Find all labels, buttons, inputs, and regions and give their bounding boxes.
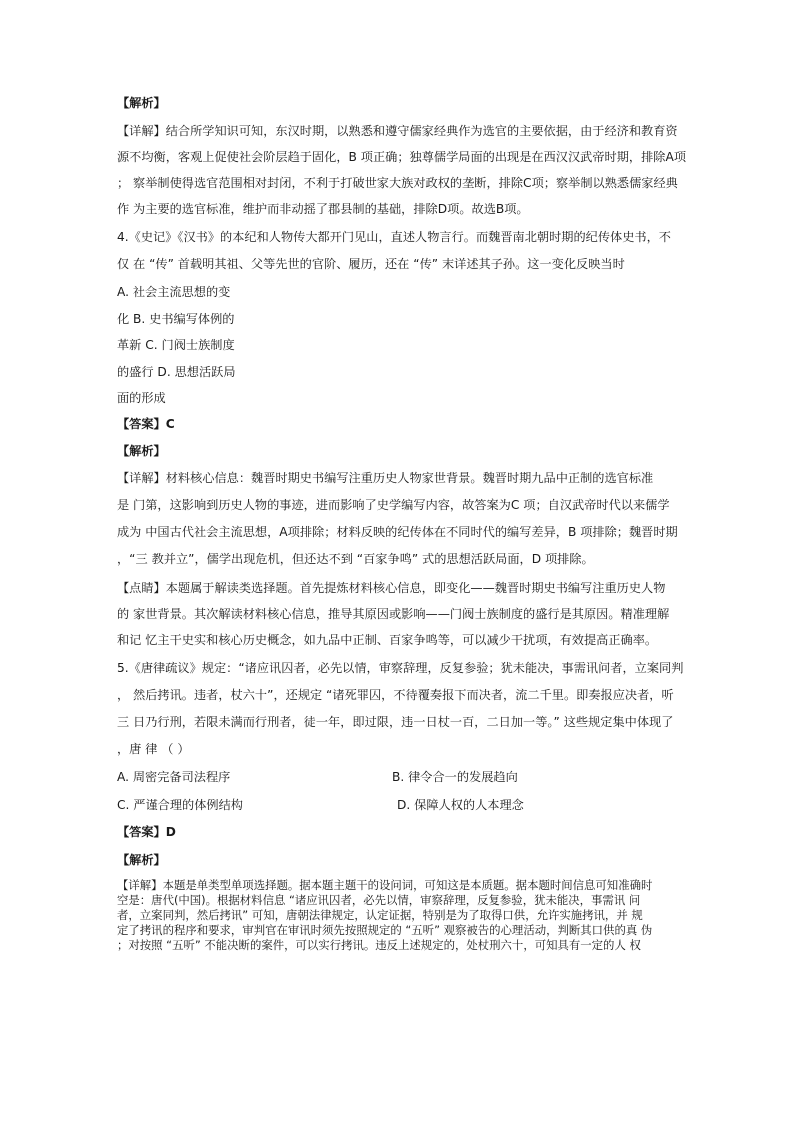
detail-line: 作 为主要的选官标准，维护而非动摇了郡县制的基础，排除D项。故选B项。 [117, 202, 529, 216]
option-b: B. 律令合一的发展趋向 [392, 770, 518, 784]
answer-label: 【答案】D [117, 825, 176, 839]
option-a: A. 周密完备司法程序 [117, 770, 231, 784]
detail-line: 空是：唐代(中国)。根据材料信息 “诸应讯囚者，必先以情，审察辞理，反复参验，犹未能决，事需讯 问 [117, 893, 641, 907]
detail-line: 者，立案同判，然后拷讯” 可知，唐朝法律规定，认定证据，特别是为了取得口供，允许实施拷讯，并 规 [117, 908, 643, 922]
detail-line: ，“三 教并立”，儒学出现危机，但还达不到 “百家争鸣” 式的思想活跃局面，D 项排除。 [117, 552, 594, 566]
question-option-line: A. 社会主流思想的变 [117, 285, 231, 299]
tip-line: 和记 忆主干史实和核心历史概念，如九品中正制、百家争鸣等，可以减少干扰项，有效提高正确率。 [117, 633, 658, 647]
question-stem-line: ，唐 律 （ ） [117, 742, 190, 756]
question-stem-line: 5.《唐律疏议》规定：“诸应讯囚者，必先以情，审察辞理，反复参验；犹未能决，事需讯问者，立案同判 [117, 661, 684, 675]
question-option-line: 面的形成 [117, 391, 166, 405]
question-stem-line: 仅 在 “传” 首载明其祖、父等先世的官阶、履历，还在 “传” 末详述其子孙。这一变化反映当时 [117, 257, 625, 271]
detail-line: ； 察举制使得选官范围相对封闭，不利于打破世家大族对政权的垄断，排除C项；察举制以熟悉儒家经典 [117, 176, 678, 190]
question-option-line: 的盛行 D. 思想活跃局 [117, 365, 236, 379]
detail-line: 定了拷讯的程序和要求，审判官在审讯时须先按照规定的 “五听” 观察被告的心理活动，判断其口供的真 伪 [117, 923, 653, 937]
analysis-label: 【解析】 [117, 96, 166, 110]
analysis-label: 【解析】 [117, 853, 166, 867]
detail-line: 【详解】材料核心信息：魏晋时期史书编写注重历史人物家世背景。魏晋时期九品中正制的选官标准 [117, 471, 654, 485]
question-option-line: 革新 C. 门阀士族制度 [117, 338, 235, 352]
detail-line: 成为 中国古代社会主流思想，A项排除；材料反映的纪传体在不同时代的编写差异，B 项排除；魏晋时期 [117, 525, 678, 539]
question-option-line: 化 B. 史书编写体例的 [117, 312, 235, 326]
detail-line: 【详解】本题是单类型单项选择题。据本题主题干的设问词，可知这是本质题。据本题时间信息可知准确时 [117, 878, 653, 892]
detail-line: 是 门第，这影响到历史人物的事迹，进而影响了史学编写内容，故答案为C 项；自汉武帝时代以来儒学 [117, 498, 670, 512]
answer-label: 【答案】C [117, 417, 175, 431]
analysis-label: 【解析】 [117, 444, 166, 458]
option-c: C. 严谨合理的体例结构 [117, 798, 243, 812]
question-stem-line: ， 然后拷讯。违者，杖六十”，还规定 “诸死罪囚，不待覆奏报下而决者，流二千里。即奏报应决者，听 [117, 688, 674, 702]
detail-line: 【详解】结合所学知识可知，东汉时期，以熟悉和遵守儒家经典作为选官的主要依据，由于经济和教育资 [117, 124, 678, 138]
question-stem-line: 4.《史记》《汉书》的本纪和人物传大都开门见山，直述人物言行。而魏晋南北朝时期的纪传体史书，不 [117, 230, 671, 244]
tip-line: 的 家世背景。其次解读材料核心信息，推导其原因或影响——门阀士族制度的盛行是其原因。精准理解 [117, 607, 670, 621]
detail-line: ；对按照 “五听” 不能决断的案件，可以实行拷讯。违反上述规定的，处杖刑六十，可知具有一定的人 权 [117, 938, 641, 952]
question-stem-line: 三 日乃行刑，若限未满而行刑者，徒一年，即过限，违一日杖一百，二日加一等。” 这些规定集中体现了 [117, 715, 674, 729]
option-d: D. 保障人权的人本理念 [397, 798, 524, 812]
detail-line: 源不均衡，客观上促使社会阶层趋于固化，B 项正确；独尊儒学局面的出现是在西汉汉武帝时期，排除A项 [117, 150, 687, 164]
tip-line: 【点睛】本题属于解读类选择题。首先提炼材料核心信息，即变化——魏晋时期史书编写注重历史人物 [117, 581, 666, 595]
